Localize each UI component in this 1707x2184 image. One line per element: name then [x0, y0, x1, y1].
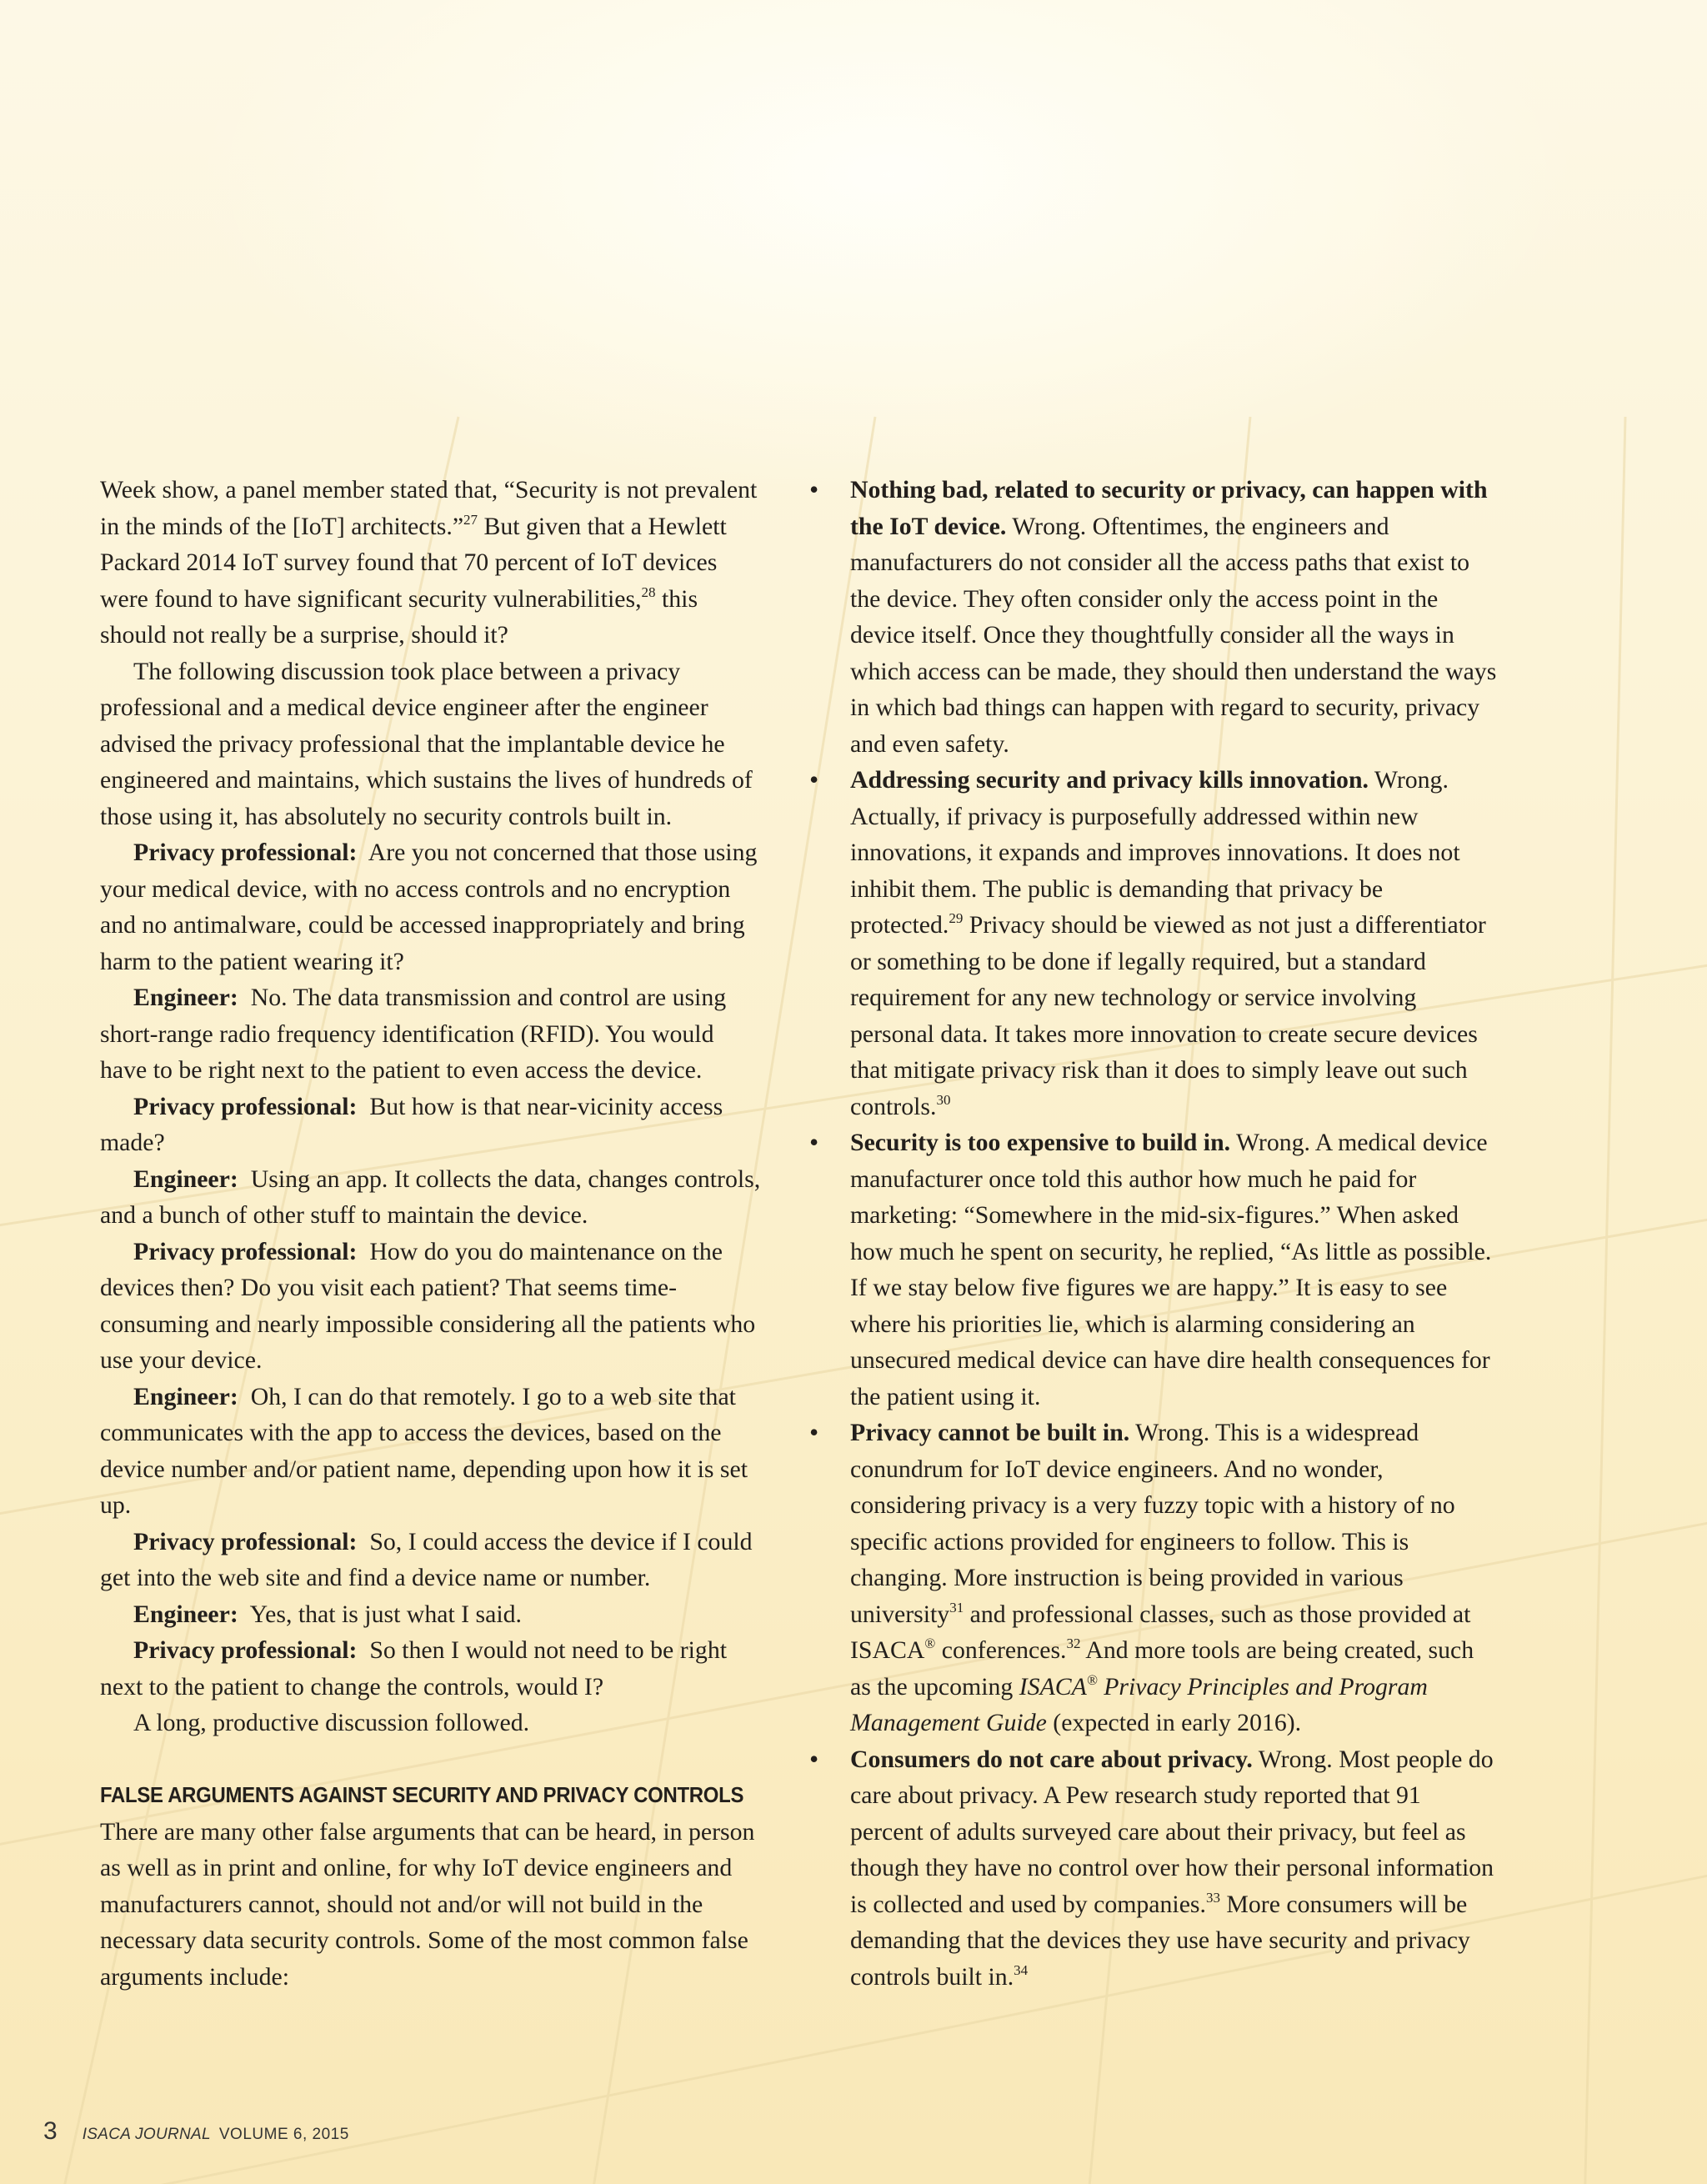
footnote-ref: 30 [936, 1091, 951, 1108]
speaker-label: Privacy professional: [133, 1237, 358, 1265]
dialogue-line: Privacy professional: So, I could access the device if I could get into the web site and find a device name or number. [100, 1527, 753, 1591]
speaker-label: Engineer: [133, 1600, 238, 1628]
page-footer [43, 2117, 349, 2151]
page-number: 3 [43, 2117, 58, 2145]
list-item: • Nothing bad, related to security or privacy, can happen with the IoT device. Wrong. Oftentimes, the engineers and manufacturers do not consider all the access paths that exist to the device. They often consider only the access point in the device itself. Once they thoughtfully consider all the ways in which access can be made, they should then understand the ways in which bad things can happen with regard to security, privacy and even safety. [807, 472, 1499, 762]
footnote-ref: 29 [949, 910, 964, 926]
speaker-label: Privacy professional: [133, 1636, 358, 1664]
footnote-ref: 27 [463, 511, 478, 528]
argument-lead: Addressing security and privacy kills innovation. [850, 766, 1369, 794]
footnote-ref: 28 [641, 584, 656, 600]
left-column [100, 472, 767, 1995]
dialogue-line: Engineer: Oh, I can do that remotely. I go to a web site that communicates with the app to access the devices, based on the device number and/or patient name, depending upon how it is set up. [100, 1382, 748, 1519]
dialogue-line: Privacy professional: Are you not concerned that those using your medical device, with no access controls and no encryption and no antimalware, could be accessed inappropriately and bring harm to the patient wearing it? [100, 839, 758, 975]
footnote-ref: 31 [949, 1599, 964, 1615]
dialogue-line: Privacy professional: So then I would not need to be right next to the patient to change the controls, would I? [100, 1636, 728, 1701]
footnote-ref: 32 [1066, 1635, 1081, 1651]
registered-mark: ® [924, 1635, 936, 1651]
intro-paragraph: Week show, a panel member stated that, “Security is not prevalent in the minds of the [IoT] architects.”$^{27}$ But given that a Hewlett Packard 2014 IoT survey found that 70 percent of IoT devices were found to have significant security vulnerabilities,$^{28}$ this should not really be a surprise, should it? [100, 476, 758, 649]
registered-mark: ® [1086, 1671, 1098, 1688]
right-column [807, 472, 1499, 1995]
speaker-label: Privacy professional: [133, 1092, 358, 1120]
dialogue-line: Engineer: No. The data transmission and control are using short-range radio frequency identification (RFID). You would have to be right next to the patient to even access the device. [100, 984, 727, 1084]
discussion-intro-paragraph: The following discussion took place between a privacy professional and a medical device engineer after the engineer advised the privacy professional that the implantable device he engineered and maintains, which sustains the lives of hundreds of those using it, has absolutely no security controls built in. [100, 657, 753, 830]
list-item: • Privacy cannot be built in. Wrong. This is a widespread conundrum for IoT device engineers. And no wonder, considering privacy is a very fuzzy topic with a history of no specific actions provided for engineers to follow. This is changing. More instruction is being provided in various university$^{31}$ and professional classes, such as those provided at ISACA® conferences.$^{32}$ And more tools are being created, such as the upcoming ISACA® Privacy Principles and Program Management Guide (expected in early 2016). [807, 1415, 1499, 1741]
speaker-label: Engineer: [133, 984, 238, 1011]
argument-lead: Consumers do not care about privacy. [850, 1745, 1253, 1773]
volume-info: VOLUME 6, 2015 [218, 2126, 349, 2143]
argument-lead: Security is too expensive to build in. [850, 1129, 1231, 1156]
speaker-label: Privacy professional: [133, 839, 358, 866]
closing-paragraph: A long, productive discussion followed. [133, 1709, 530, 1736]
footnote-ref: 33 [1205, 1889, 1220, 1906]
guide-title: ISACA® Privacy Principles and Program Management Guide [850, 1671, 1428, 1736]
dialogue-line: Engineer: Using an app. It collects the data, changes controls, and a bunch of other stuff to maintain the device. [100, 1165, 761, 1229]
list-item: • Security is too expensive to build in. Wrong. A medical device manufacturer once told this author how much he paid for marketing: “Somewhere in the mid-six-figures.” When asked how much he spent on security, he replied, “As little as possible. If we stay below five figures we are happy.” It is easy to see where his priorities lie, which is alarming considering an unsecured medical device can have dire health consequences for the patient using it. [807, 1125, 1499, 1415]
dialogue-line: Privacy professional: But how is that near-vicinity access made? [100, 1092, 723, 1156]
speaker-label: Engineer: [133, 1165, 238, 1193]
dialogue-line: Privacy professional: How do you do maintenance on the devices then? Do you visit each patient? That seems time-consuming and nearly impossible considering all the patients who use your device. [100, 1237, 756, 1374]
speaker-label: Engineer: [133, 1382, 238, 1410]
section-paragraph: There are many other false arguments that can be heard, in person as well as in print and online, for why IoT device engineers and manufacturers cannot, should not and/or will not build in the necessary data security controls. Some of the most common false arguments include: [100, 1817, 755, 1991]
list-item: • Addressing security and privacy kills innovation. Wrong. Actually, if privacy is purposefully addressed within new innovations, it expands and improves innovations. It does not inhibit them. The public is demanding that privacy be protected.$^{29}$ Privacy should be viewed as not just a differentiator or something to be done if legally required, but a standard requirement for any new technology or service involving personal data. It takes more innovation to create secure devices that mitigate privacy risk than it does to simply leave out such controls.$^{30}$ [807, 762, 1499, 1125]
argument-lead: Privacy cannot be built in. [850, 1419, 1130, 1446]
argument-lead: Nothing bad, related to security or privacy, can happen with the IoT device. [850, 476, 1488, 540]
speaker-label: Privacy professional: [133, 1527, 358, 1555]
section-heading: FALSE ARGUMENTS AGAINST SECURITY AND PRIVACY CONTROLS [100, 1782, 744, 1807]
list-item: • Consumers do not care about privacy. Wrong. Most people do care about privacy. A Pew research study reported that 91 percent of adults surveyed care about their privacy, but feel as though they have no control over how their personal information is collected and used by companies.$^{33}$ More consumers will be demanding that the devices they use have security and privacy controls built in.$^{34}$ [807, 1741, 1499, 1996]
dialogue-line: Engineer: Yes, that is just what I said. [133, 1600, 522, 1628]
false-arguments-list [807, 472, 1499, 1995]
footnote-ref: 34 [1014, 1961, 1029, 1978]
journal-name: ISACA JOURNAL [82, 2126, 211, 2143]
